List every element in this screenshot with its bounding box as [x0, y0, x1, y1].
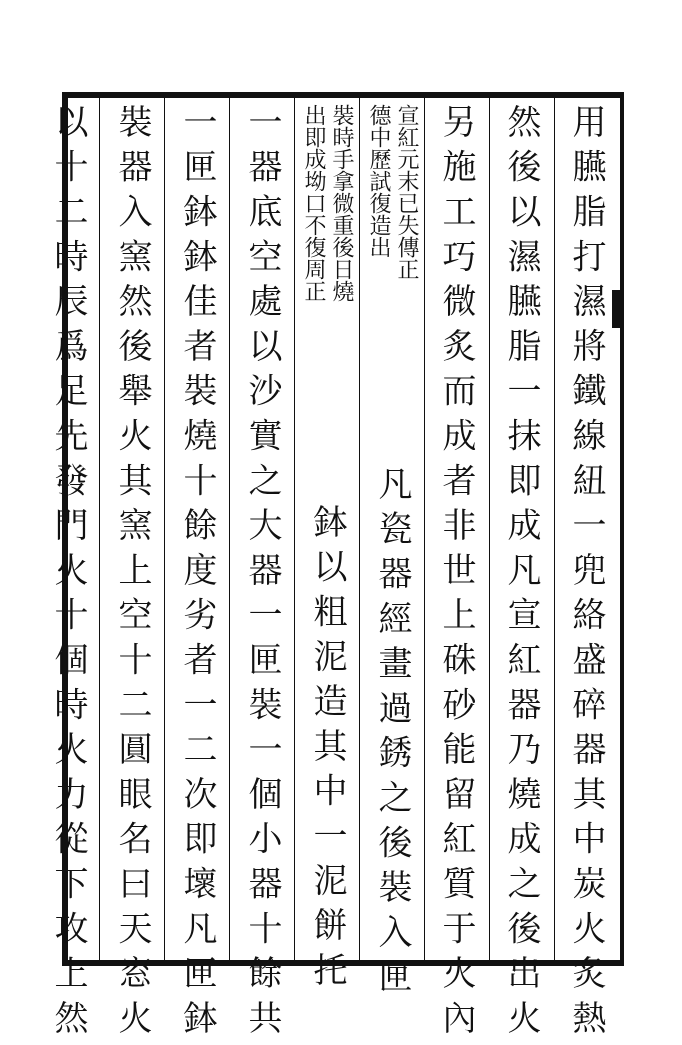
text-column-7: 一匣鉢鉢佳者裝燒十餘度劣者一二次即壞凡匣鉢 — [177, 104, 217, 1045]
annotation-left-line: 德中歷試復造出 — [366, 104, 391, 258]
text-column-1: 用臙脂打濕將鐵線紐一兜絡盛碎器其中炭火炙熱 — [566, 104, 606, 1045]
annotation-right-line: 宣紅元末已失傳正 — [394, 104, 419, 280]
column-divider — [554, 98, 555, 960]
annotation-left-line: 出即成坳口不復周正 — [301, 104, 326, 302]
column-divider — [99, 98, 100, 960]
column-divider — [359, 98, 360, 960]
text-column-9: 以十二時辰爲足先發門火十個時火力從下攻上然 — [48, 104, 88, 1045]
annotated-column-2 — [297, 104, 357, 997]
text-column-8: 裝器入窯然後舉火其窯上空十二圓眼名曰天窓火 — [112, 104, 152, 1045]
text-column-4: 凡瓷器經畫過銹之後裝入匣 — [372, 466, 412, 1004]
column-divider — [424, 98, 425, 960]
text-column-5: 鉢以粗泥造其中一泥餅托 — [307, 504, 347, 997]
column-divider — [294, 98, 295, 960]
top-border-rule — [62, 92, 624, 98]
text-column-3: 另施工巧微炙而成者非世上硃砂能留紅質于火內 — [436, 104, 476, 1045]
annotation-right-line: 裝時手拿微重後日燒 — [329, 104, 354, 302]
text-column-6: 一器底空處以沙實之大器一匣裝一個小器十餘共 — [242, 104, 282, 1045]
column-divider — [229, 98, 230, 960]
right-border-rule — [620, 92, 624, 966]
column-divider — [489, 98, 490, 960]
text-column-2: 然後以濕臙脂一抹即成凡宣紅器乃燒成之後出火 — [501, 104, 541, 1045]
column-divider — [164, 98, 165, 960]
annotated-column-1 — [362, 104, 422, 1004]
